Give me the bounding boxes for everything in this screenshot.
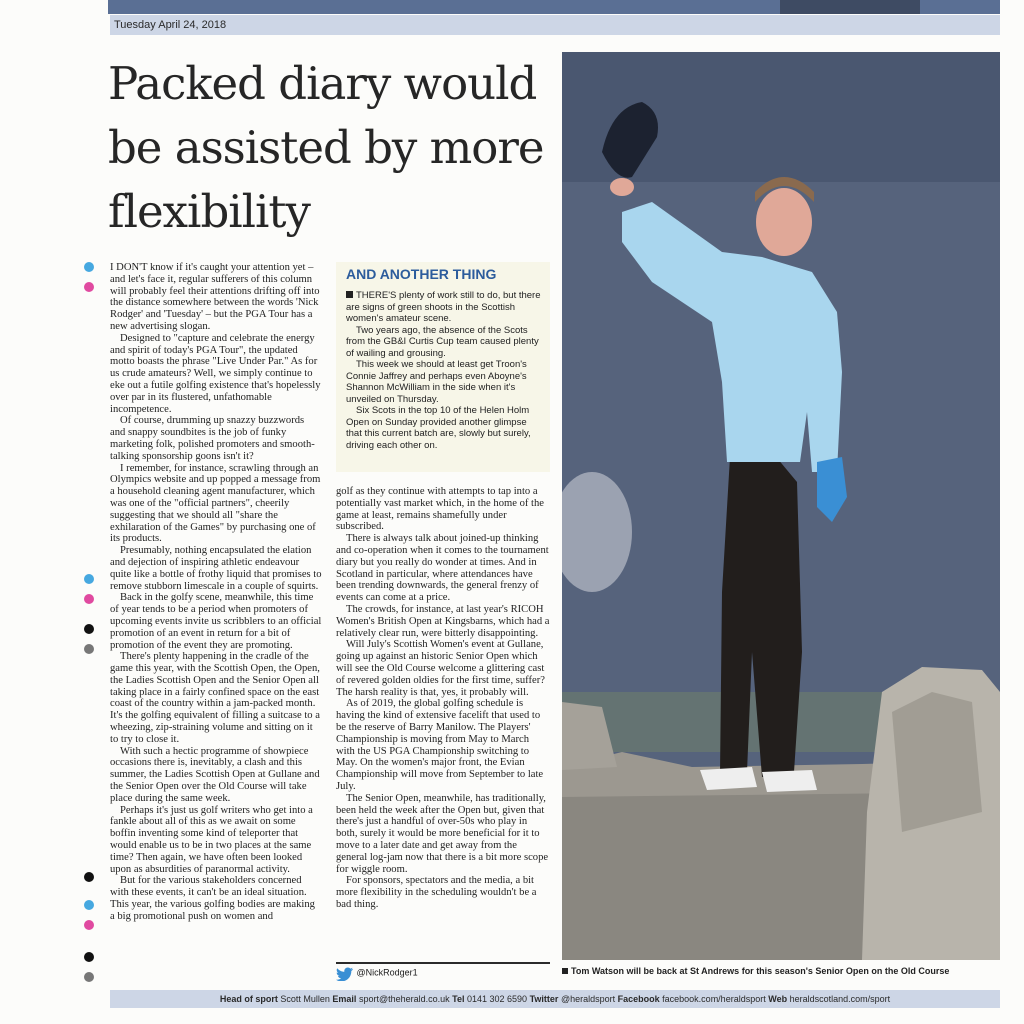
paragraph: For sponsors, spectators and the media, a bit more flexibility in the scheduling wouldn't be a bad thing. — [336, 875, 537, 910]
footer-label: Twitter — [529, 994, 559, 1004]
paragraph: I remember, for instance, scrawling through an Olympics website and up popped a message from a household cleaning agent manufacturer, which was one of the "official partners", cheerily suggesting that we should all "share the exhilaration of the Games" by purchasing one of its products. — [110, 462, 321, 545]
footer-value: 0141 302 6590 — [467, 994, 528, 1004]
grey-mark — [84, 972, 94, 982]
paragraph: The Senior Open, meanwhile, has traditionally, been held the week after the Open but, given that there's just a handful of over-50s who play in both, surely it would be more beneficial for it to move to a later date and get away from the general log-jam now that there is a bit more scope for wiggle room. — [336, 792, 549, 875]
paragraph: Presumably, nothing encapsulated the elation and dejection of inspiring athletic endeavour quite like a bottle of frothy liquid that promises to remove stubborn limescale in a couple of squirts. — [110, 545, 322, 592]
cyan-mark — [84, 574, 94, 584]
paragraph: But for the various stakeholders concerned with these events, it can't be an ideal situation. This year, the various golfing bodies are making a big promotional push on women and — [110, 875, 315, 922]
magenta-mark — [84, 282, 94, 292]
sport-contacts-footer — [110, 990, 1000, 1008]
magenta-mark — [84, 594, 94, 604]
square-bullet-icon — [562, 968, 568, 974]
paragraph: golf as they continue with attempts to tap into a potentially vast market which, in the home of the game at least, remains shamefully under subscribed. — [336, 486, 544, 533]
paragraph: There's plenty happening in the cradle of the game this year, with the Scottish Open, the Open, the Ladies Scottish Open and the Senior Open all taking place in a fairly confined space on the east coast of the country within a jam-packed month. It's the golfing equivalent of filling a suitcase to a wheezing, zip-straining volume and sitting on it to try to close it. — [110, 651, 320, 745]
headline: Packed diary would be assisted by more flexibility — [108, 57, 544, 238]
sidebar-paragraph: This week we should at least get Troon's Connie Jaffrey and perhaps even Aboyne's Shannon McWilliam in the side when it's unveiled on Thursday. — [346, 359, 527, 405]
paragraph: Perhaps it's just us golf writers who get into a fankle about all of this as we await on some boffin inventing some kind of teleporter that would enable us to be in two places at the same time? Then again, we have often been looked upon as absurdities of paranormal activity. — [110, 804, 313, 875]
paragraph: The crowds, for instance, at last year's RICOH Women's British Open at Kingsbarns, which had a relatively clear run, were bitterly disappointing. — [336, 603, 550, 639]
photo-illustration — [562, 52, 1000, 960]
black-mark — [84, 952, 94, 962]
paragraph: Of course, drumming up snazzy buzzwords and snappy soundbites is the job of funky marketing folk, polished promoters and smooth-talking sponsorship goons isn't it? — [110, 415, 315, 462]
footer-label: Head of sport — [219, 994, 278, 1004]
sidebar-text: THERE'S plenty of work still to do, but there are signs of green shoots in the Scottish women's amateur scene. — [346, 290, 541, 324]
sidebar-body — [346, 290, 542, 451]
article-column-2 — [336, 486, 550, 911]
footer-web-link[interactable]: heraldscotland.com/sport — [789, 994, 891, 1004]
article-column-1 — [110, 262, 322, 923]
twitter-bird-icon — [336, 967, 354, 981]
paragraph: Back in the golfy scene, meanwhile, this time of year tends to be a period when promoters of upcoming events invite us scribblers to an official promotion of an event in return for a bit of promotion of the event they are promoting. — [110, 592, 322, 651]
paragraph: There is always talk about joined-up thinking and co-operation when it comes to the tournament diary but you really do wonder at times. And in Scotland in particular, where attendances have been trending downwards, the general frenzy of events can come at a price. — [336, 533, 549, 604]
paragraph: I DON'T know if it's caught your attention yet – and let's face it, regular sufferers of this column will probably feel their attentions drifting off into the distance somewhere between the words 'Nick Rodger' and 'Tuesday' – but the PGA Tour has a new advertising slogan. — [110, 262, 320, 332]
footer-label: Email — [332, 994, 357, 1004]
footer-twitter-link[interactable]: @heraldsport — [560, 994, 616, 1004]
footer-label: Web — [768, 994, 788, 1004]
square-bullet-icon — [346, 291, 353, 298]
photo-tom-watson — [562, 52, 1000, 960]
footer-label: Tel — [452, 994, 465, 1004]
footer-value: Scott Mullen — [280, 994, 330, 1004]
caption-text: Tom Watson will be back at St Andrews for this season's Senior Open on the Old Course — [571, 966, 950, 976]
paragraph: Will July's Scottish Women's event at Gullane, going up against an historic Senior Open which will see the Old Course welcome a glittering cast of revered golden oldies for the first time, suffer? The harsh reality is that, yes, it probably will. — [336, 639, 545, 698]
paragraph: As of 2019, the global golfing schedule is having the kind of extensive facelift that used to be the reserve of Barry Manilow. The Players' Championship is moving from May to March with the US PGA Championship switching to May. On the women's major front, the Evian Championship will move from September to late July. — [336, 698, 544, 792]
date-band: Tuesday April 24, 2018 — [110, 15, 1000, 35]
twitter-handle: @NickRodger1 — [356, 967, 418, 978]
footer-email-link[interactable]: sport@theherald.co.uk — [358, 994, 450, 1004]
sidebar-paragraph — [346, 290, 542, 325]
sidebar-paragraph: Six Scots in the top 10 of the Helen Holm Open on Sunday provided another glimpse that this current batch are, slowly but surely, driving each other on. — [346, 405, 531, 451]
cyan-mark — [84, 900, 94, 910]
footer-facebook-link[interactable]: facebook.com/heraldsport — [662, 994, 766, 1004]
footer-label: Facebook — [617, 994, 660, 1004]
cyan-mark — [84, 262, 94, 272]
photo-caption — [562, 966, 1002, 976]
black-mark — [84, 872, 94, 882]
top-photo-strip — [108, 0, 1000, 14]
grey-mark — [84, 644, 94, 654]
sidebar-title: AND ANOTHER THING — [346, 266, 497, 282]
black-mark — [84, 624, 94, 634]
sidebar-paragraph: Two years ago, the absence of the Scots from the GB&I Curtis Cup team caused plenty of wailing and grousing. — [346, 324, 539, 359]
paragraph: Designed to "capture and celebrate the energy and spirit of today's PGA Tour", the updated motto boasts the phrase "Live Under Par." As for us crude amateurs? Well, we simply continue to eke out a futile golfing existence that's hopelessly over par in its flustered, unfathomable incompetence. — [110, 332, 321, 415]
paragraph: With such a hectic programme of showpiece occasions there is, inevitably, a clash and this summer, the Ladies Scottish Open at Gullane and the Senior Open over the Old Course will take place during the same week. — [110, 745, 320, 804]
top-photo-shade — [780, 0, 920, 14]
magenta-mark — [84, 920, 94, 930]
and-another-thing-box — [336, 262, 550, 472]
byline-twitter — [336, 962, 550, 984]
